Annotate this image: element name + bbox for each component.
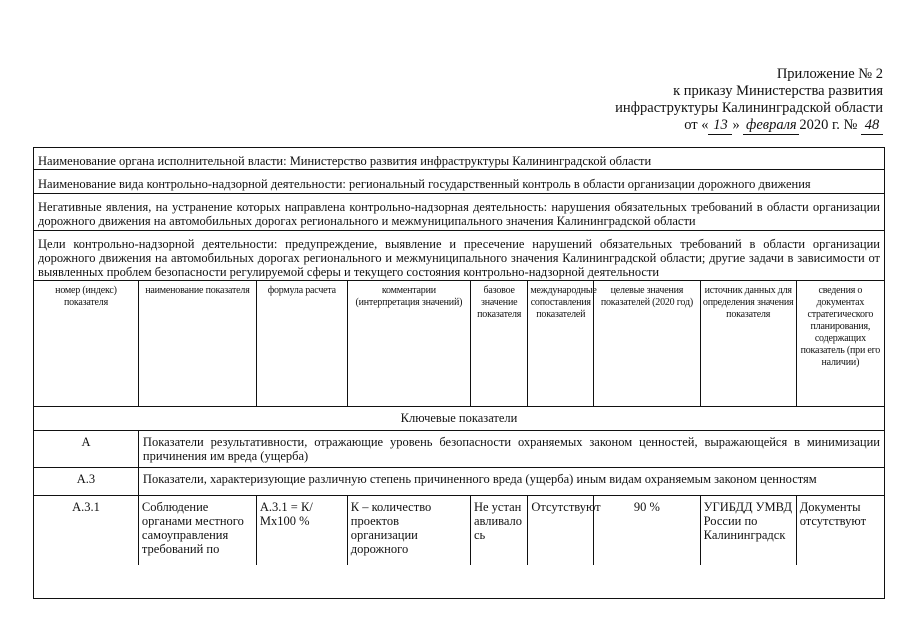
group-code: А.3	[34, 467, 138, 495]
col-target-header: целевые значения показателей (2020 год)	[594, 281, 701, 406]
group-code: А	[34, 430, 138, 467]
col-international-header: международные сопоставления показателей	[528, 281, 594, 406]
indicator-name: Соблюдение органами местного самоуправления требований по	[138, 495, 256, 565]
document-header	[615, 66, 883, 135]
indicator-international: Отсутствуют	[528, 495, 594, 565]
group-description: Показатели результативности, отражающие уровень безопасности охраняемых законом ценностей, выражающейся в минимизации причинения им вреда (ущерба)	[138, 430, 884, 467]
column-header-row	[34, 281, 884, 406]
order-month: февраля	[743, 117, 799, 135]
indicators-grid	[34, 281, 884, 565]
col-index-header: номер (индекс) показателя	[34, 281, 138, 406]
indicator-comment: К – количество проектов организации дорожного	[347, 495, 470, 565]
indicator-target: 90 %	[594, 495, 701, 565]
order-reference: к приказу Министерства развития	[673, 83, 883, 99]
order-number: 48	[861, 117, 883, 135]
col-comment-header: комментарии (интерпретация значений)	[347, 281, 470, 406]
col-name-header: наименование показателя	[138, 281, 256, 406]
col-source-header: источник данных для определения значения показателя	[700, 281, 796, 406]
indicator-formula: А.3.1 = К/Мх100 %	[256, 495, 347, 565]
order-date-line	[615, 117, 883, 135]
table-row	[34, 430, 884, 467]
section-row	[34, 406, 884, 430]
goals-row: Цели контрольно-надзорной деятельности: предупреждение, выявление и пресечение нарушений обязательных требований в области организации дорожного движения на автомобильных дорогах регионального и межмуниципального значения Калининградской области; другие задачи в зависимости от выявленных проблем безопасности регулируемой сферы и текущего состояния контрольно-надзорной деятельности	[34, 231, 884, 281]
indicators-table	[33, 147, 885, 599]
order-day: 13	[708, 117, 732, 135]
ministry-name: инфраструктуры Калининградской области	[615, 100, 883, 116]
indicator-code: А.3.1	[34, 495, 138, 565]
group-description: Показатели, характеризующие различную степень причиненного вреда (ущерба) иным видам охраняемым законом ценностям	[138, 467, 884, 495]
date-prefix: от «	[684, 117, 709, 133]
order-year: 2020 г. №	[799, 117, 858, 133]
appendix-title: Приложение № 2	[776, 66, 883, 82]
indicator-documents: Документы отсутствуют	[799, 499, 867, 528]
section-title: Ключевые показатели	[34, 406, 884, 430]
col-formula-header: формула расчета	[256, 281, 347, 406]
control-type-row: Наименование вида контрольно-надзорной деятельности: региональный государственный контроль в области организации дорожного движения	[34, 170, 884, 194]
negative-phenomena-row: Негативные явления, на устранение которых направлена контрольно-надзорная деятельность: нарушения обязательных требований в области организации дорожного движения на автомобильных дорогах регионального и межмуниципального значения Калининградской области	[34, 194, 884, 231]
col-base-header: базовое значение показателя	[470, 281, 527, 406]
table-row	[34, 467, 884, 495]
indicator-base: Не устанавливалось	[470, 495, 527, 565]
table-row	[34, 495, 884, 565]
date-quote: »	[732, 117, 740, 133]
authority-row: Наименование органа исполнительной власти: Министерство развития инфраструктуры Калининградской области	[34, 148, 884, 170]
col-documents-header: сведения о документах стратегического планирования, содержащих показатель (при его наличии)	[796, 281, 884, 406]
indicator-source: УГИБДД УМВД России по Калининградск	[700, 495, 796, 565]
